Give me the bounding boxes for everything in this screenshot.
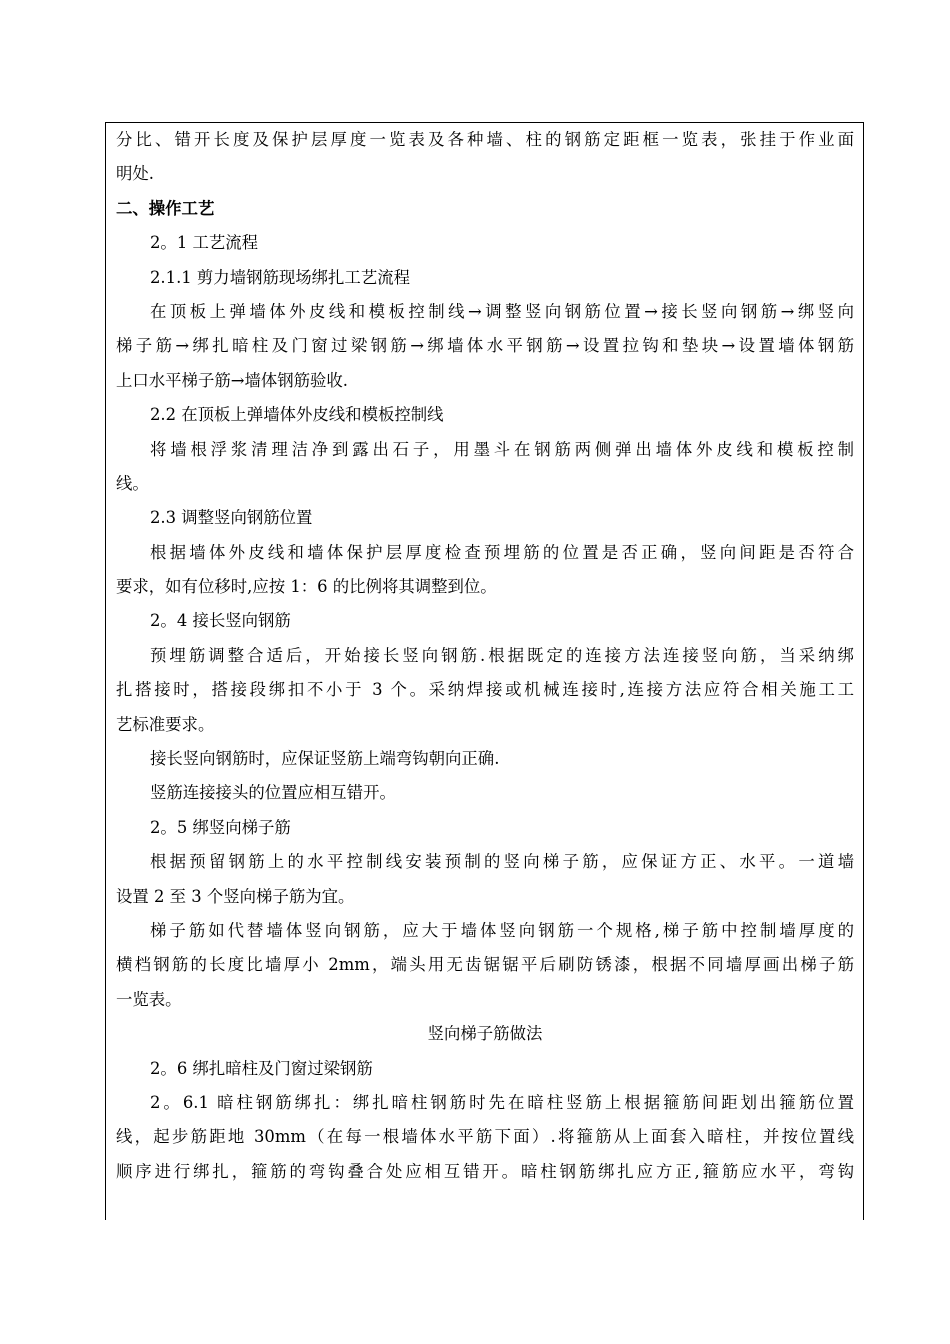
subsection-heading: 2。6 绑扎暗柱及门窗过梁钢筋 xyxy=(150,1058,373,1078)
text-line: 预埋筋调整合适后，开始接长竖向钢筋.根据既定的连接方法连接竖向筋，当采纳绑 xyxy=(150,645,854,665)
text-line: 根据墙体外皮线和墙体保护层厚度检查预埋筋的位置是否正确，竖向间距是否符合 xyxy=(150,542,854,562)
text-line: 接长竖向钢筋时，应保证竖筋上端弯钩朝向正确. xyxy=(150,749,500,769)
text-line: 竖筋连接接头的位置应相互错开。 xyxy=(150,783,396,803)
text-line: 上口水平梯子筋→墙体钢筋验收. xyxy=(116,370,349,390)
text-line: 分比、错开长度及保护层厚度一览表及各种墙、柱的钢筋定距框一览表，张挂于作业面 xyxy=(116,130,854,149)
subsection-heading: 2。4 接长竖向钢筋 xyxy=(150,611,291,631)
section-heading: 二、操作工艺 xyxy=(116,198,215,218)
text-line: 在顶板上弹墙体外皮线和模板控制线→调整竖向钢筋位置→接长竖向钢筋→绑竖向 xyxy=(150,301,854,321)
subsection-heading: 2。5 绑竖向梯子筋 xyxy=(150,817,291,837)
figure-caption: 竖向梯子筋做法 xyxy=(427,1024,543,1044)
subsection-heading: 2。1 工艺流程 xyxy=(150,233,259,253)
text-line: 顺序进行绑扎，箍筋的弯钩叠合处应相互错开。暗柱钢筋绑扎应方正,箍筋应水平，弯钩 xyxy=(116,1161,854,1181)
text-line: 根据预留钢筋上的水平控制线安装预制的竖向梯子筋，应保证方正、水平。一道墙 xyxy=(150,852,854,872)
text-line: 设置 2 至 3 个竖向梯子筋为宜。 xyxy=(116,886,355,906)
text-line: 将墙根浮浆清理洁净到露出石子，用墨斗在钢筋两侧弹出墙体外皮线和模板控制 xyxy=(150,439,854,459)
text-line: 2。6.1 暗柱钢筋绑扎：绑扎暗柱钢筋时先在暗柱竖筋上根据箍筋间距划出箍筋位置 xyxy=(150,1092,854,1112)
text-line: 一览表。 xyxy=(116,989,182,1009)
text-line: 梯子筋如代替墙体竖向钢筋，应大于墙体竖向钢筋一个规格,梯子筋中控制墙厚度的 xyxy=(150,920,854,940)
text-line: 线。 xyxy=(116,473,149,493)
document-frame xyxy=(105,122,864,1220)
subsection-heading: 2.1.1 剪力墙钢筋现场绑扎工艺流程 xyxy=(150,267,410,287)
text-line: 艺标准要求。 xyxy=(116,714,215,734)
text-line: 梯子筋→绑扎暗柱及门窗过梁钢筋→绑墙体水平钢筋→设置拉钩和垫块→设置墙体钢筋 xyxy=(116,336,854,356)
document-body xyxy=(116,123,854,1189)
text-line: 要求，如有位移时,应按 1：6 的比例将其调整到位。 xyxy=(116,577,497,597)
text-line: 明处. xyxy=(116,164,154,184)
subsection-heading: 2.3 调整竖向钢筋位置 xyxy=(150,508,313,528)
text-line: 扎搭接时，搭接段绑扣不小于 3 个。采纳焊接或机械连接时,连接方法应符合相关施工工 xyxy=(116,680,854,700)
text-line: 线，起步筋距地 30mm（在每一根墙体水平筋下面）.将箍筋从上面套入暗柱，并按位置线 xyxy=(116,1127,854,1147)
subsection-heading: 2.2 在顶板上弹墙体外皮线和模板控制线 xyxy=(150,405,444,425)
text-line: 横档钢筋的长度比墙厚小 2mm，端头用无齿锯锯平后刷防锈漆，根据不同墙厚画出梯子筋 xyxy=(116,955,854,975)
